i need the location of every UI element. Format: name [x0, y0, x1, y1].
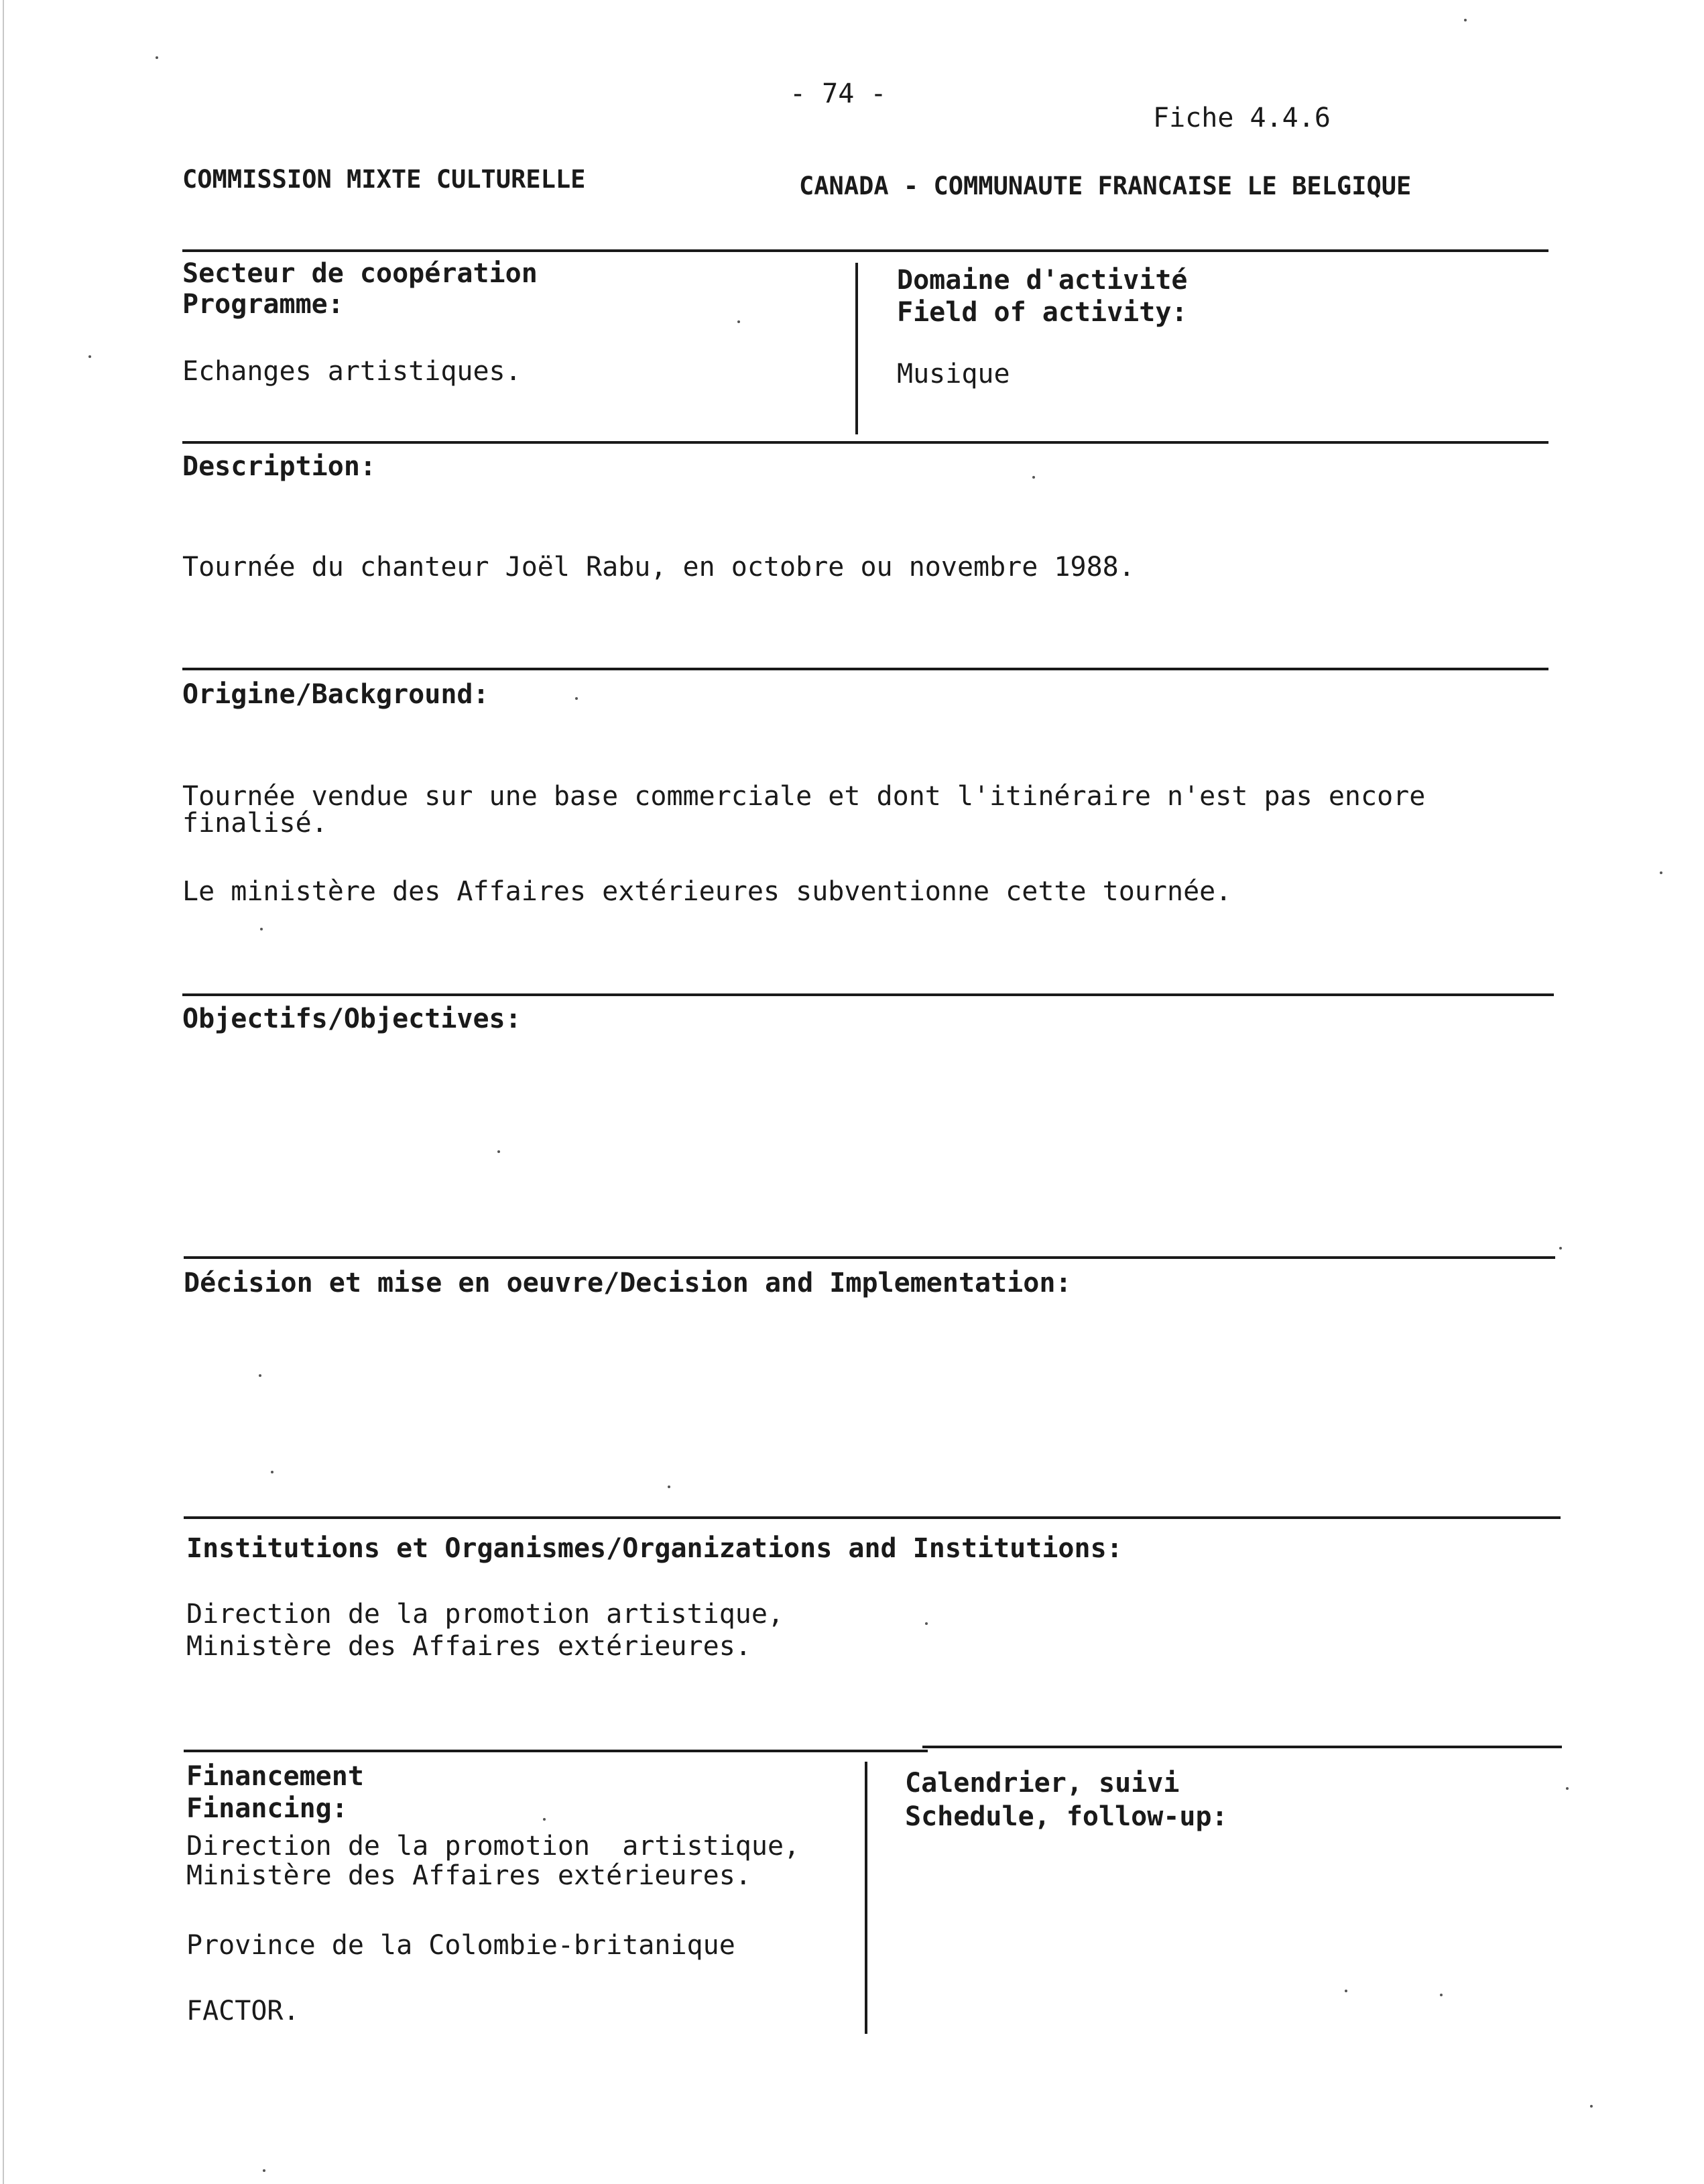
header-right: CANADA - COMMUNAUTE FRANCAISE LE BELGIQUE [799, 172, 1412, 200]
origine-line-2: finalisé. [182, 808, 328, 839]
scan-speck [1590, 2105, 1593, 2108]
divider-decision [184, 1256, 1555, 1259]
divider-objectifs [182, 993, 1554, 996]
scan-speck [88, 355, 91, 358]
scan-speck [497, 1150, 500, 1153]
scan-speck [1032, 476, 1035, 479]
description-label: Description: [182, 451, 376, 482]
domaine-value: Musique [897, 359, 1010, 389]
divider-origine [182, 668, 1548, 670]
financement-label: Financement [186, 1761, 364, 1792]
financement-line-4: FACTOR. [186, 1996, 300, 2026]
scan-speck [1345, 1990, 1347, 1992]
page-number: - 74 - [790, 78, 887, 109]
secteur-label: Secteur de coopération [182, 258, 538, 289]
divider-description [182, 441, 1548, 444]
column-divider-bottom [865, 1762, 867, 2034]
financement-line-1: Direction de la promotion artistique, [186, 1831, 800, 1862]
financement-line-3: Province de la Colombie-britanique [186, 1930, 735, 1961]
scan-speck [925, 1622, 928, 1625]
description-text: Tournée du chanteur Joël Rabu, en octobre ou novembre 1988. [182, 552, 1135, 583]
scan-speck [1660, 871, 1662, 874]
decision-label: Décision et mise en oeuvre/Decision and Implementation: [184, 1268, 1072, 1298]
scan-speck [1464, 19, 1467, 21]
divider-institutions [184, 1516, 1561, 1519]
scan-speck [271, 1471, 273, 1473]
scan-speck [1566, 1787, 1569, 1790]
institutions-label: Institutions et Organismes/Organizations and Institutions: [186, 1533, 1123, 1564]
scan-speck [1559, 1247, 1562, 1250]
secteur-value: Echanges artistiques. [182, 356, 522, 387]
origine-label: Origine/Background: [182, 679, 489, 710]
scan-speck [668, 1485, 670, 1488]
scan-speck [156, 56, 158, 59]
scan-speck [575, 697, 578, 700]
scan-speck [259, 1374, 261, 1377]
divider-top [182, 249, 1548, 252]
calendrier-label: Calendrier, suivi [905, 1768, 1180, 1799]
financement-line-2: Ministère des Affaires extérieures. [186, 1860, 751, 1891]
header-left: COMMISSION MIXTE CULTURELLE [182, 165, 586, 194]
scan-edge [3, 0, 4, 2184]
divider-calendrier [922, 1746, 1562, 1748]
schedule-label: Schedule, follow-up: [905, 1801, 1228, 1832]
origine-line-1: Tournée vendue sur une base commerciale et dont l'itinéraire n'est pas encore [182, 781, 1426, 812]
scan-speck [543, 1818, 546, 1821]
scan-speck [737, 320, 740, 323]
origine-line-3: Le ministère des Affaires extérieures subventionne cette tournée. [182, 876, 1232, 907]
column-divider-top [855, 263, 858, 434]
domaine-label: Domaine d'activité [897, 265, 1188, 296]
scan-speck [1440, 1994, 1443, 1996]
objectifs-label: Objectifs/Objectives: [182, 1004, 522, 1034]
scan-speck [263, 2169, 265, 2172]
fiche-number: Fiche 4.4.6 [1153, 103, 1331, 133]
divider-financement [184, 1750, 928, 1752]
financing-label: Financing: [186, 1793, 348, 1824]
institutions-line-2: Ministère des Affaires extérieures. [186, 1631, 751, 1662]
institutions-line-1: Direction de la promotion artistique, [186, 1599, 784, 1630]
programme-label: Programme: [182, 289, 344, 320]
field-label: Field of activity: [897, 297, 1188, 328]
scan-speck [260, 928, 263, 930]
